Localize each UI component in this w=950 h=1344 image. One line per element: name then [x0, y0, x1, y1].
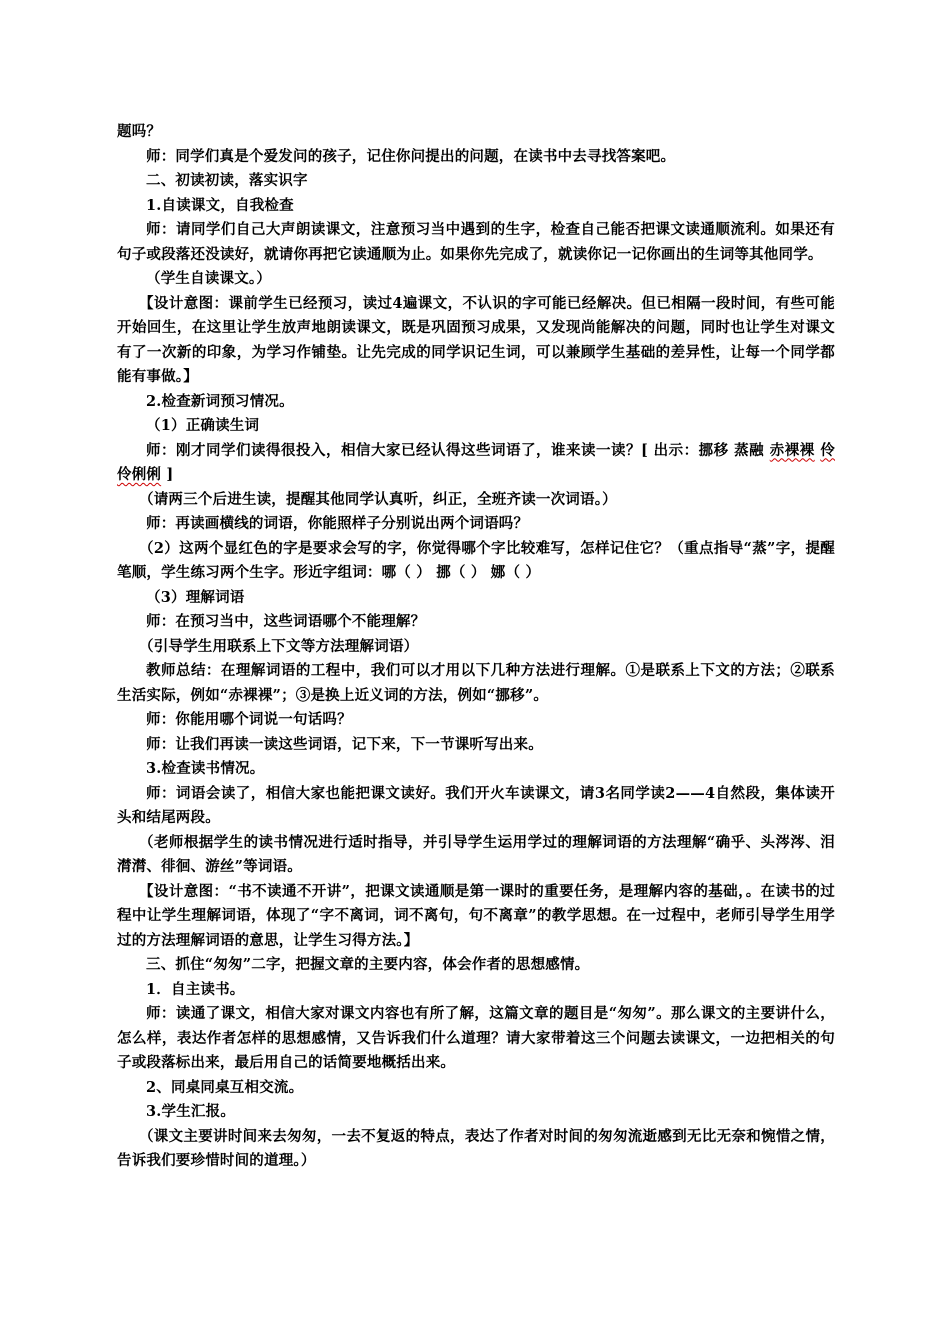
paragraph: 师：词语会读了，相信大家也能把课文读好。我们开火车读课文，请3名同学读2——4自然段，集体读开头和结尾两段。	[117, 784, 835, 826]
paragraph: 师：读通了课文，相信大家对课文内容也有所了解，这篇文章的题目是“匆匆”。那么课文的主要讲什么，怎么样，表达作者怎样的思想感情，又告诉我们什么道理？请大家带着这三个问题去读课文，一边把相关的句子或段落标出来，最后用自己的话简要地概括出来。	[117, 1005, 835, 1071]
subsection-heading: 3.学生汇报。	[146, 1103, 236, 1120]
vocab-word-underlined: 伶伶俐俐	[117, 441, 836, 483]
paragraph: （2）这两个显红色的字是要求会写的字，你觉得哪个字比较难写，怎样记住它？（重点指导“蒸”字，提醒笔顺，学生练习两个生字。形近字组词：哪（ ） 挪（ ） 娜（ ）	[117, 539, 835, 581]
paragraph: 题吗？	[117, 123, 162, 140]
subsection-heading: 1.自读课文，自我检查	[146, 196, 294, 214]
paragraph: （学生自读课文。）	[146, 270, 272, 287]
paragraph: （引导学生用联系上下文等方法理解词语）	[139, 637, 419, 655]
section-heading: 二、初读初读，落实识字	[146, 172, 308, 189]
subsection-heading: （1）正确读生词	[146, 417, 260, 434]
vocab-prefix: 师：刚才同学们读得很投入，相信大家已经认得这些词语了，谁来读一读？[ 出示：挪移 蒸融	[146, 441, 770, 459]
paragraph: 教师总结：在理解词语的工程中，我们可以才用以下几种方法进行理解。①是联系上下文的方法；②联系生活实际，例如“赤裸裸”；③是换上近义词的方法，例如“挪移”。	[117, 662, 835, 704]
paragraph: （请两三个后进生读，提醒其他同学认真听，纠正，全班齐读一次词语。）	[139, 490, 617, 508]
paragraph: 师：再读画横线的词语，你能照样子分别说出两个词语吗？	[146, 515, 529, 532]
vocab-suffix: ]	[161, 466, 174, 483]
subsection-heading: 3.检查读书情况。	[146, 760, 265, 777]
paragraph: （老师根据学生的读书情况进行适时指导，并引导学生运用学过的理解词语的方法理解“确乎、头涔涔、泪潸潸、徘徊、游丝”等词语。	[117, 833, 835, 875]
paragraph: 师：同学们真是个爱发问的孩子，记住你问提出的问题，在读书中去寻找答案吧。	[146, 147, 676, 165]
design-intent-note: 【设计意图：课前学生已经预习，读过4遍课文，不认识的字可能已经解决。但已相隔一段时间，有些可能开始回生，在这里让学生放声地朗读课文，既是巩固预习成果，又发现尚能解决的问题，同时也让学生对课文有了一次新的印象，为学习作铺垫。让先完成的同学识记生词，可以兼顾学生基础的差异性，让每一个同学都能有事做。】	[117, 294, 835, 385]
subsection-heading: 1．自主读书。	[146, 980, 245, 998]
subsection-heading: （3）理解词语	[146, 588, 245, 606]
subsection-heading: 2.检查新词预习情况。	[146, 392, 294, 410]
paragraph: （课文主要讲时间来去匆匆，一去不复返的特点，表达了作者对时间的匆匆流逝感到无比无奈和惋惜之情，告诉我们要珍惜时间的道理。）	[117, 1127, 835, 1169]
paragraph: 师：你能用哪个词说一句话吗？	[146, 711, 352, 728]
vocab-word-underlined: 赤裸裸	[769, 441, 815, 459]
paragraph: 师：在预习当中，这些词语哪个不能理解？	[146, 613, 426, 630]
subsection-heading: 2、同桌同桌互相交流。	[146, 1078, 304, 1096]
paragraph: 师：让我们再读一读这些词语，记下来，下一节课听写出来。	[146, 735, 543, 753]
paragraph: 师：请同学们自己大声朗读课文，注意预习当中遇到的生字，检查自己能否把课文读通顺流利。如果还有句子或段落还没读好，就请你再把它读通顺为止。如果你先完成了，就读你记一记你画出的生词等其他同学。	[117, 221, 835, 263]
design-intent-note: 【设计意图：“书不读通不开讲”，把课文读通顺是第一课时的重要任务，是理解内容的基础，。在读书的过程中让学生理解词语，体现了“字不离词，词不离句，句不离章”的教学思想。在一过程中，老师引导学生用学过的方法理解词语的意思，让学生习得方法。】	[117, 882, 835, 949]
document-page	[117, 120, 835, 1174]
paragraph-vocab-display	[117, 439, 835, 488]
section-heading: 三、抓住“匆匆”二字，把握文章的主要内容，体会作者的思想感情。	[146, 956, 590, 973]
